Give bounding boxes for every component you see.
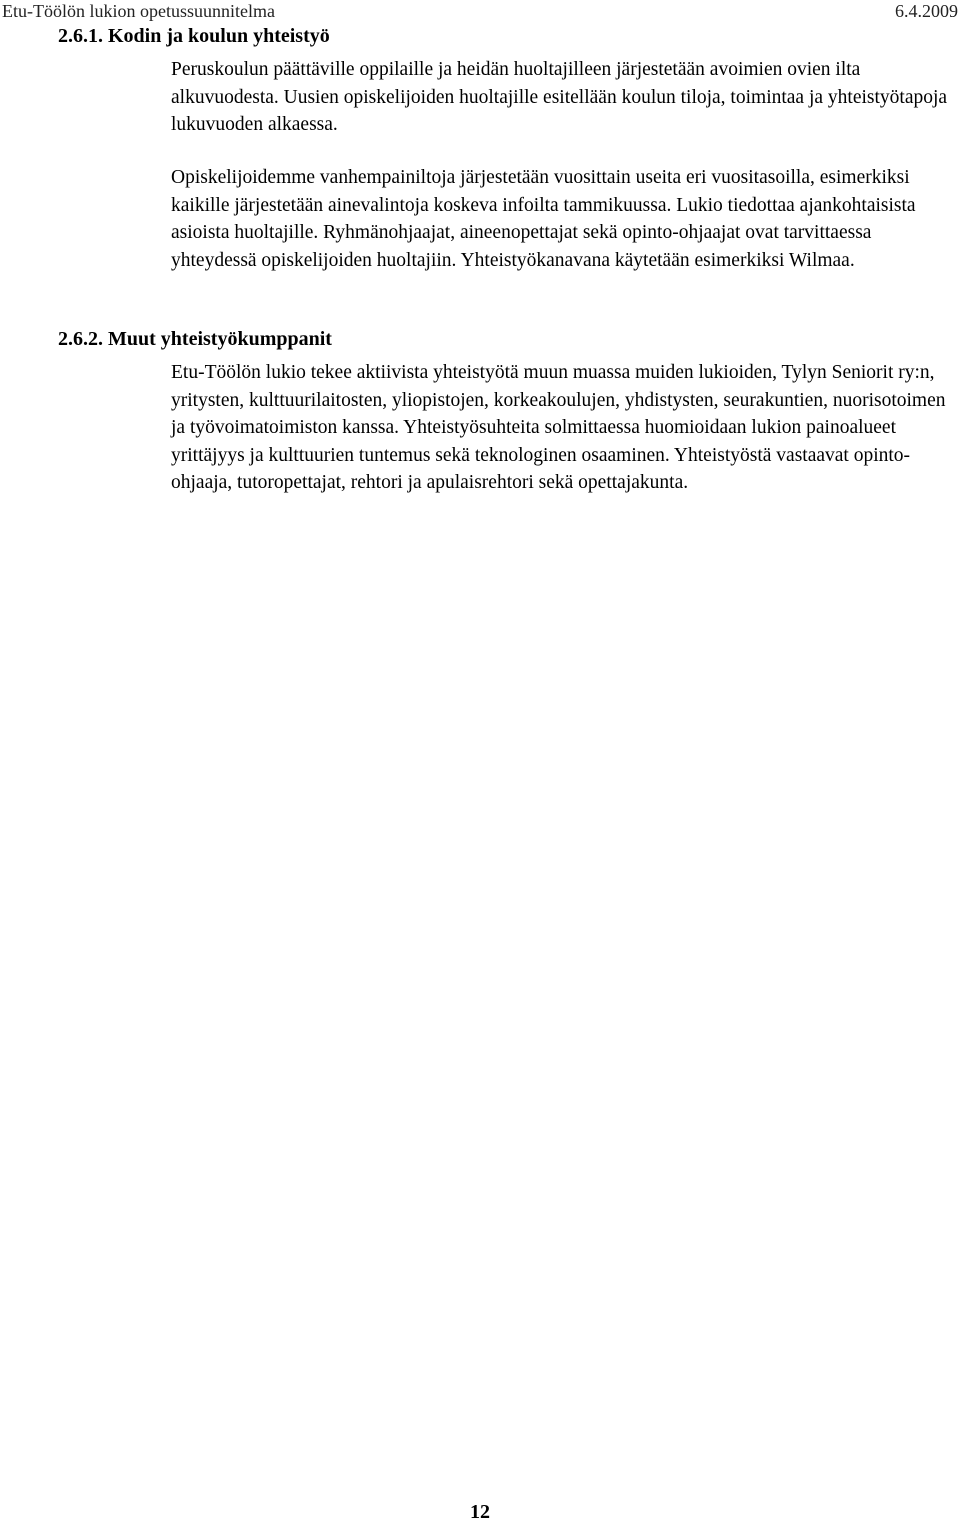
paragraph-yhteistyokumppanit: Etu-Töölön lukio tekee aktiivista yhteistyötä muun muassa muiden lukioiden, Tylyn Seniorit ry:n, yritysten, kulttuurilaitosten, yliopistojen, korkeakoulujen, yhdistysten, seurakuntien, nuorisotoimen ja työvoimatoimiston kanssa. Yhteistyösuhteita solmittaessa huomioidaan lukion painoalueet yrittäjyys ja kulttuurien tuntemus sekä teknologinen osaaminen. Yhteistyöstä vastaavat opinto-ohjaaja, tutoropettajat, rehtori ja apulaisrehtori sekä opettajakunta. <box>171 362 946 494</box>
section-heading-kodin-ja-koulun-yhteistyo: 2.6.1. Kodin ja koulun yhteistyö <box>58 25 330 47</box>
paragraph-vanhempainillat: Opiskelijoidemme vanhempainiltoja järjestetään vuosittain useita eri vuositasoilla, esimerkiksi kaikille järjestetään ainevalintoja koskeva infoilta tammikuussa. Lukio tiedottaa ajankohtaisista asioista huoltajille. Ryhmänohjaajat, aineenopettajat sekä opinto-ohjaajat ovat tarvittaessa yhteydessä opiskelijoiden huoltajiin. Yhteistyökanavana käytetään esimerkiksi Wilmaa. <box>171 167 916 271</box>
section-heading-muut-yhteistyokumppanit: 2.6.2. Muut yhteistyökumppanit <box>58 328 332 350</box>
document-date: 6.4.2009 <box>895 1 958 21</box>
paragraph-avoimien-ovien-ilta: Peruskoulun päättäville oppilaille ja heidän huoltajilleen järjestetään avoimien ovien ilta alkuvuodesta. Uusien opiskelijoiden huoltajille esitellään koulun tiloja, toimintaa ja yhteistyötapoja lukuvuoden alkaessa. <box>171 59 948 136</box>
running-header <box>0 0 960 22</box>
page-number: 12 <box>470 1501 490 1523</box>
document-title: Etu-Töölön lukion opetussuunnitelma <box>2 1 275 21</box>
